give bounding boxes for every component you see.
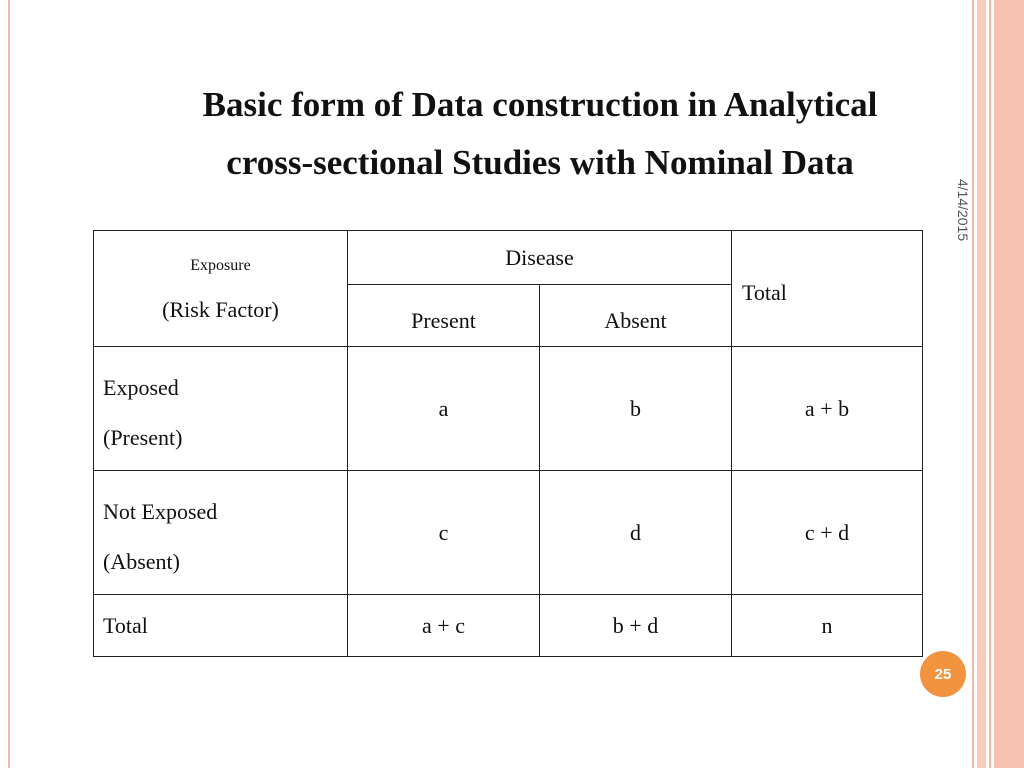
cell-total: a + b	[732, 347, 923, 471]
absent-header-cell	[540, 285, 732, 347]
totals-total: n	[732, 595, 923, 657]
exposure-header-cell	[94, 231, 348, 347]
row-label-cell	[94, 347, 348, 471]
table-row	[94, 471, 923, 595]
totals-absent: b + d	[540, 595, 732, 657]
table-totals-row	[94, 595, 923, 657]
cell-total: c + d	[732, 471, 923, 595]
row-label-line1: Not Exposed	[103, 499, 218, 524]
table-row	[94, 347, 923, 471]
page-number-badge: 25	[920, 651, 966, 697]
right-frame-border	[972, 0, 1024, 768]
cell-absent: d	[540, 471, 732, 595]
row-label-line2: (Absent)	[103, 549, 180, 574]
row-label-line2: (Present)	[103, 425, 183, 450]
title-line-1: Basic form of Data construction in Analytical	[202, 85, 878, 124]
title-line-2: cross-sectional Studies with Nominal Data	[226, 143, 854, 182]
absent-label: Absent	[604, 307, 667, 333]
cell-absent: b	[540, 347, 732, 471]
row-label-line1: Exposed	[103, 375, 179, 400]
cell-present: a	[348, 347, 540, 471]
total-header-cell	[732, 231, 923, 347]
table-header-row	[94, 231, 923, 285]
present-label: Present	[411, 307, 476, 333]
slide-title	[130, 76, 950, 192]
total-header-label: Total	[742, 280, 787, 305]
row-label-cell	[94, 471, 348, 595]
left-frame-border	[0, 0, 10, 768]
slide-date: 4/14/2015	[955, 178, 971, 242]
disease-header-cell	[348, 231, 732, 285]
cell-present: c	[348, 471, 540, 595]
risk-factor-label: (Risk Factor)	[162, 297, 279, 322]
totals-present: a + c	[348, 595, 540, 657]
contingency-table	[93, 230, 923, 657]
totals-label: Total	[94, 595, 348, 657]
disease-label: Disease	[505, 244, 574, 270]
present-header-cell	[348, 285, 540, 347]
exposure-label: Exposure	[190, 257, 251, 274]
